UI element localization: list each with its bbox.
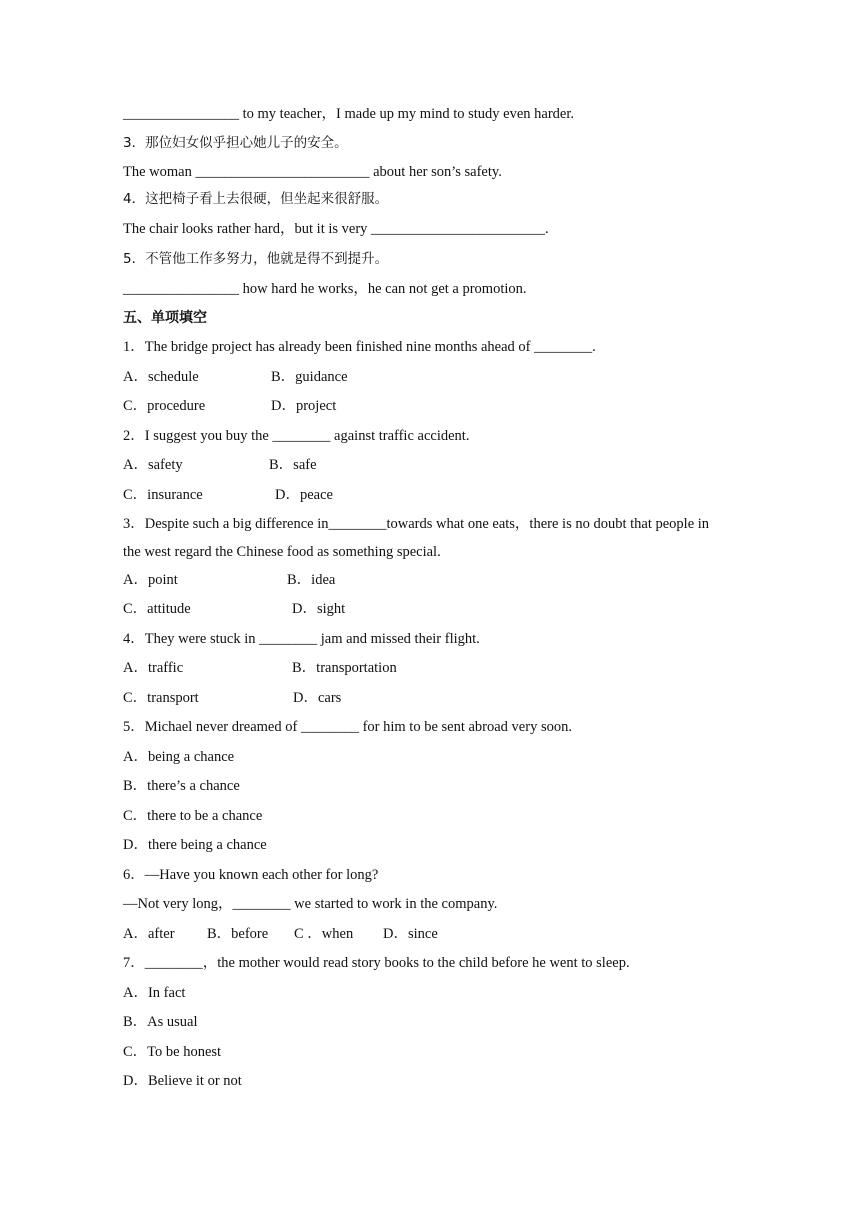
option-b: B．safe	[269, 457, 317, 473]
option-d: D．peace	[275, 487, 333, 503]
question-stem: 1．The bridge project has already been finished nine months ahead of ________.	[123, 339, 596, 355]
option-c: C．To be honest	[123, 1044, 222, 1060]
option-a: A．after	[123, 926, 175, 942]
question-stem-continued: the west regard the Chinese food as something special.	[123, 544, 441, 560]
translation-q5-chinese: 5．不管他工作多努力，他就是得不到提升。	[123, 251, 389, 267]
option-b: B．before	[207, 926, 269, 942]
question-stem: 5．Michael never dreamed of ________ for him to be sent abroad very soon.	[123, 719, 572, 735]
option-d: D．Believe it or not	[123, 1073, 242, 1089]
option-b: B．there’s a chance	[123, 778, 240, 794]
question-stem-continued: —Not very long，________ we started to work in the company.	[123, 896, 498, 912]
translation-q2-answer-line: ________________ to my teacher，I made up my mind to study even harder.	[123, 106, 575, 122]
question-stem: 2．I suggest you buy the ________ against traffic accident.	[123, 428, 470, 444]
option-c: C．procedure	[123, 398, 206, 414]
translation-q3-english: The woman ________________________ about her son’s safety.	[123, 164, 502, 180]
option-d: D．project	[271, 398, 337, 414]
option-b: B．idea	[287, 572, 336, 588]
option-b: B．guidance	[271, 369, 348, 385]
option-c: C．attitude	[123, 601, 191, 617]
option-a: A．point	[123, 572, 178, 588]
question-stem: 3．Despite such a big difference in________towards what one eats，there is no doubt that people in	[123, 516, 710, 532]
section-heading: 五、单项填空	[123, 310, 207, 326]
question-stem: 6．—Have you known each other for long?	[123, 867, 379, 883]
option-d: D．sight	[292, 601, 346, 617]
question-stem: 7．________，the mother would read story books to the child before he went to sleep.	[123, 955, 630, 971]
option-b: B．As usual	[123, 1014, 198, 1030]
option-a: A．safety	[123, 457, 183, 473]
option-d: D．since	[383, 926, 438, 942]
option-d: D．cars	[293, 690, 342, 706]
option-a: A．In fact	[123, 985, 186, 1001]
option-c: C．there to be a chance	[123, 808, 263, 824]
option-c: C．insurance	[123, 487, 203, 503]
option-b: B．transportation	[292, 660, 397, 676]
option-a: A．schedule	[123, 369, 199, 385]
option-a: A．being a chance	[123, 749, 235, 765]
option-c: C．transport	[123, 690, 199, 706]
option-a: A．traffic	[123, 660, 184, 676]
translation-q5-english: ________________ how hard he works，he can not get a promotion.	[123, 281, 527, 297]
option-c: C ．when	[294, 926, 354, 942]
translation-q3-chinese: 3．那位妇女似乎担心她儿子的安全。	[123, 135, 348, 151]
translation-q4-english: The chair looks rather hard，but it is very ________________________.	[123, 221, 549, 237]
option-d: D．there being a chance	[123, 837, 267, 853]
translation-q4-chinese: 4．这把椅子看上去很硬，但坐起来很舒服。	[123, 191, 389, 207]
question-stem: 4．They were stuck in ________ jam and missed their flight.	[123, 631, 480, 647]
